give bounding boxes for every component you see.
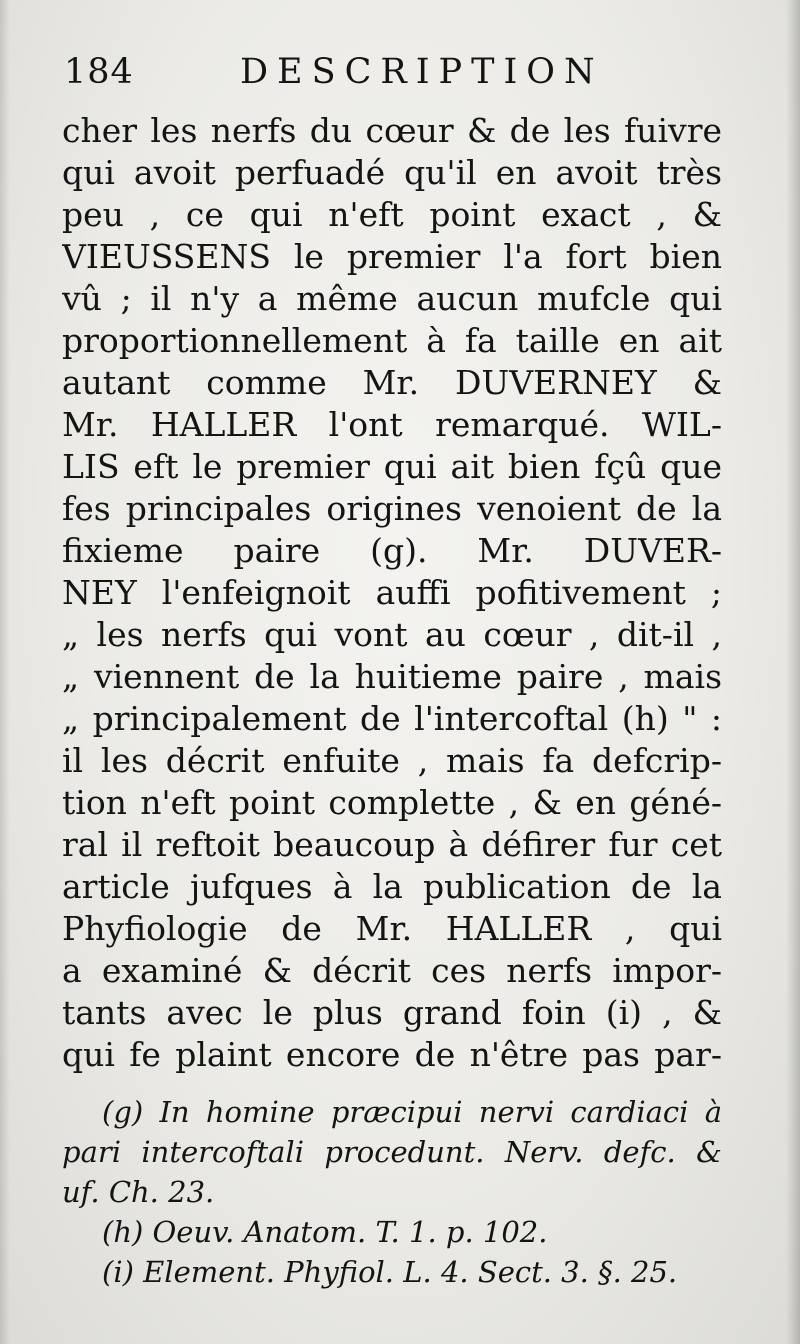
text-line: cher les nerfs du cœur & de les fuivre — [62, 111, 722, 150]
footnotes — [62, 1092, 722, 1292]
text-line: peu , ce qui n'eft point exact , & — [62, 195, 722, 234]
page-right-shadow — [786, 0, 800, 1344]
text-line: „ viennent de la huitieme paire , mais — [62, 657, 722, 696]
footnote-i: (i) Element. Phyfiol. L. 4. Sect. 3. §. 25. — [102, 1255, 678, 1289]
running-head: DESCRIPTION — [240, 52, 604, 92]
text-line: LIS eft le premier qui ait bien fçû que — [62, 447, 722, 486]
text-line: NEY l'enfeignoit auffi pofitivement ; — [62, 573, 722, 612]
text-line: article jufques à la publication de la — [62, 867, 722, 906]
text-line: tion n'eft point complette , & en géné- — [62, 783, 722, 822]
page-left-shadow — [0, 0, 10, 1344]
text-line: tants avec le plus grand foin (i) , & — [62, 993, 722, 1032]
footnote-g-continued: pari intercoftali procedunt. Nerv. defc. & — [62, 1135, 722, 1169]
text-line: Phyfiologie de Mr. HALLER , qui — [62, 909, 722, 948]
footnote-g-end: uf. Ch. 23. — [62, 1175, 215, 1209]
text-line: proportionnellement à fa taille en ait — [62, 321, 722, 360]
text-line: „ principalement de l'intercoftal (h) " : — [62, 699, 722, 738]
text-line: fixieme paire (g). Mr. DUVER- — [62, 531, 722, 570]
text-line: a examiné & décrit ces nerfs impor- — [62, 951, 722, 990]
body-text — [62, 110, 722, 1076]
text-line: fes principales origines venoient de la — [62, 489, 722, 528]
text-line: il les décrit enfuite , mais fa defcrip- — [62, 741, 722, 780]
text-line: qui avoit perfuadé qu'il en avoit très — [62, 153, 722, 192]
text-line: qui fe plaint encore de n'être pas par- — [62, 1035, 722, 1074]
text-line: VIEUSSENS le premier l'a fort bien — [62, 237, 722, 276]
text-line: „ les nerfs qui vont au cœur , dit-il , — [62, 615, 722, 654]
footnote-h: (h) Oeuv. Anatom. T. 1. p. 102. — [102, 1215, 548, 1249]
page-header — [64, 52, 724, 102]
text-line: autant comme Mr. DUVERNEY & — [62, 363, 722, 402]
text-line: Mr. HALLER l'ont remarqué. WIL- — [62, 405, 722, 444]
text-line: vû ; il n'y a même aucun mufcle qui — [62, 279, 722, 318]
text-line: ral il reftoit beaucoup à défirer fur cet — [62, 825, 722, 864]
page-number: 184 — [64, 52, 134, 92]
footnote-g: (g) In homine præcipui nervi cardiaci à — [102, 1095, 722, 1129]
